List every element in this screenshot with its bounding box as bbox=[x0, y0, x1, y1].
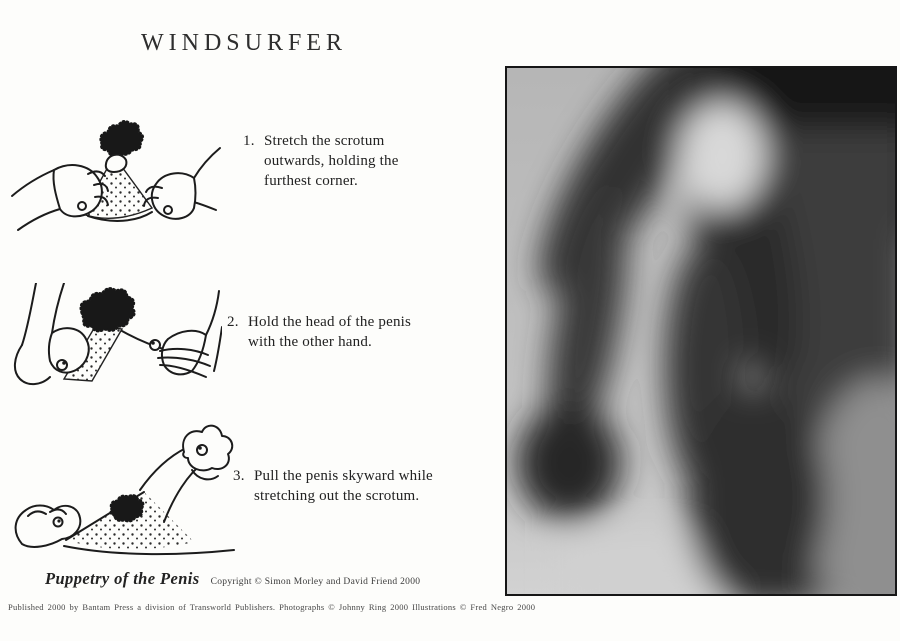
illustration-step-2 bbox=[8, 283, 222, 397]
step-text: Stretch the scrotum outwards, holding the furthest corner. bbox=[264, 133, 399, 189]
illustration-step-3 bbox=[4, 424, 238, 556]
imprint-line: Published 2000 by Bantam Press a division of Transworld Publishers. Photographs © Johnny Ring 2000 Illustrations © Fred Negro 2000 bbox=[8, 602, 536, 612]
step-text: Pull the penis skyward while stretching out the scrotum. bbox=[254, 468, 433, 504]
step-number: 2. bbox=[227, 314, 239, 330]
footer-credit-line bbox=[45, 569, 420, 589]
copyright-text: Copyright © Simon Morley and David Friend 2000 bbox=[210, 577, 421, 587]
instruction-step-2 bbox=[227, 312, 472, 352]
instruction-step-1 bbox=[243, 131, 448, 191]
step-number: 1. bbox=[243, 133, 255, 149]
instruction-step-3 bbox=[233, 466, 488, 506]
page-title: WINDSURFER bbox=[141, 30, 348, 56]
step-text: Hold the head of the penis with the other hand. bbox=[248, 314, 412, 350]
demonstration-photo bbox=[505, 66, 897, 596]
book-title: Puppetry of the Penis bbox=[45, 569, 200, 588]
step-number: 3. bbox=[233, 468, 245, 484]
illustration-step-1 bbox=[10, 118, 222, 232]
